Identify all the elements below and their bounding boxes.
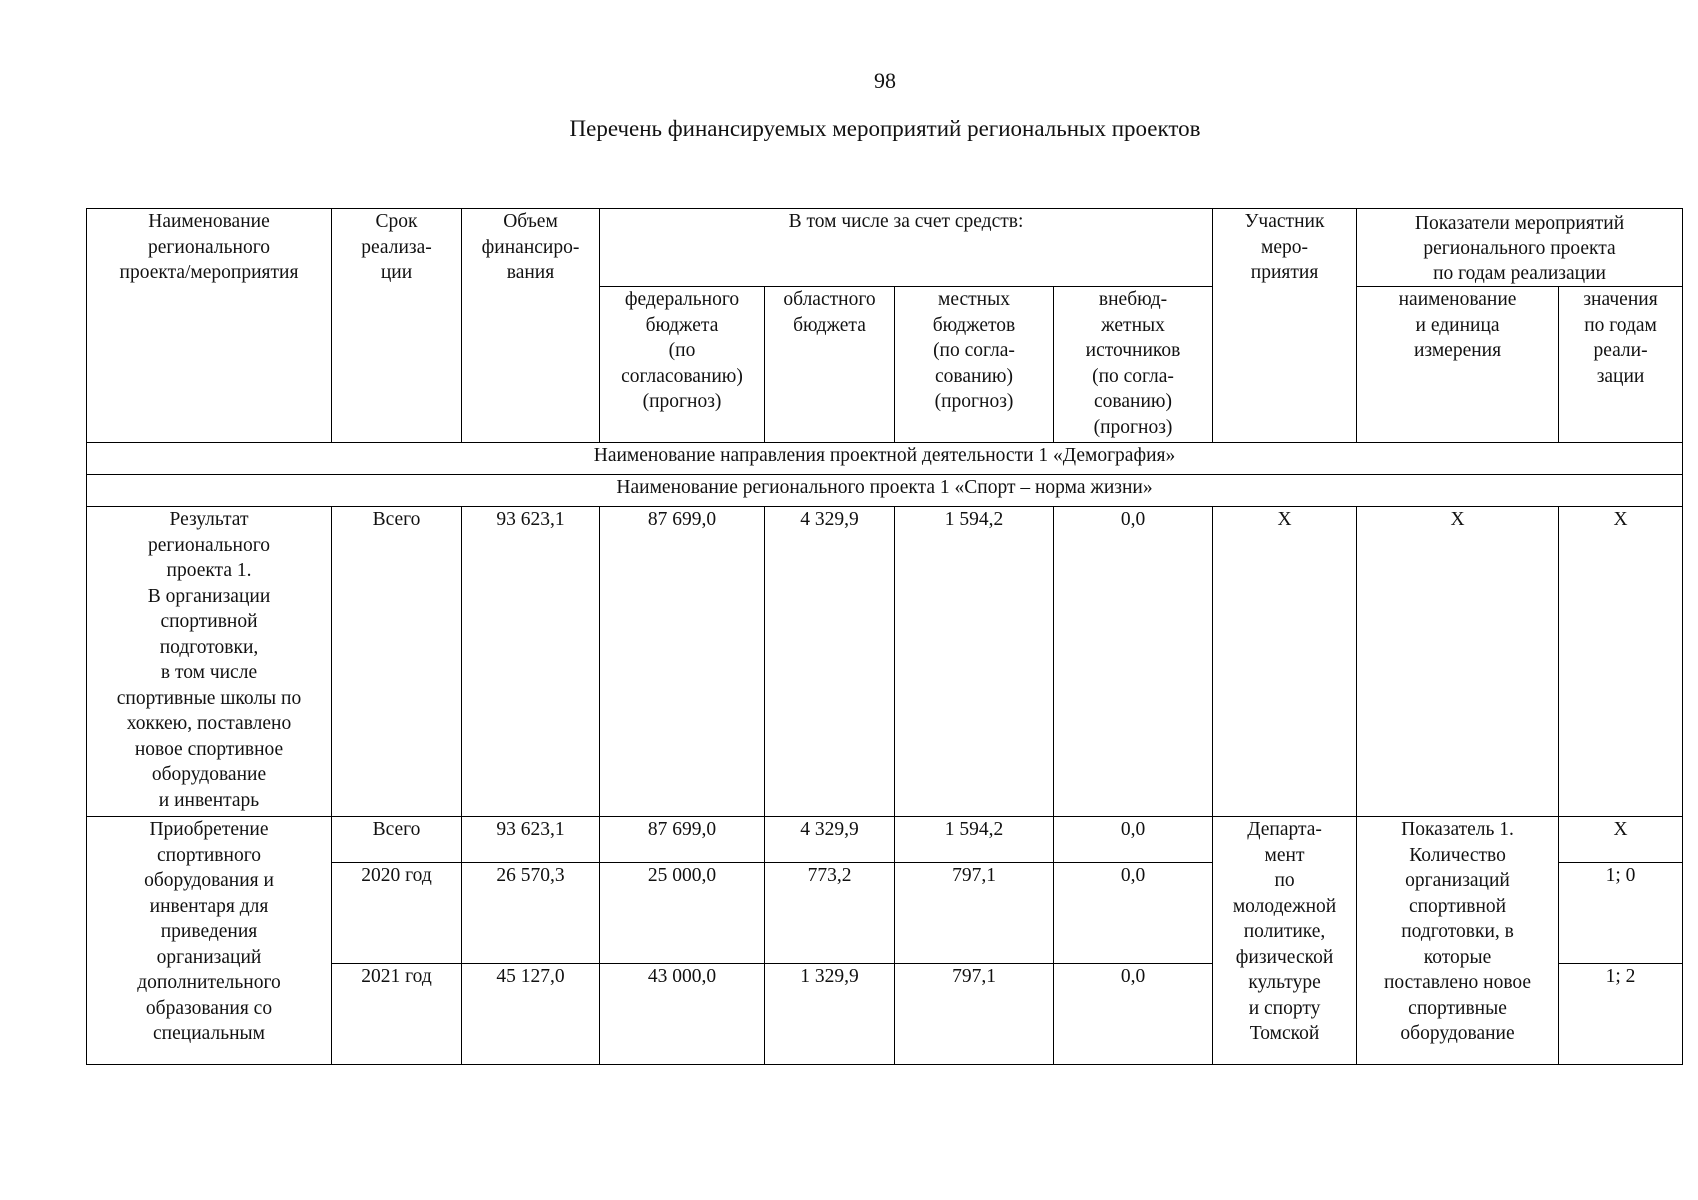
- result-federal: 87 699,0: [600, 507, 765, 817]
- measure-ind-values: 1; 2: [1559, 964, 1683, 1065]
- header-volume: Объем финансиро- вания: [462, 209, 600, 443]
- measure-term: Всего: [332, 817, 462, 863]
- result-ind-name: X: [1357, 507, 1559, 817]
- measure-local: 1 594,2: [895, 817, 1054, 863]
- measure-offbudget: 0,0: [1054, 964, 1213, 1065]
- measure-name: Приобретение спортивного оборудования и инвентаря для приведения организаций дополнительного образования со специальным: [87, 817, 332, 1065]
- page-number: 98: [874, 68, 896, 93]
- measure-ind-values: X: [1559, 817, 1683, 863]
- projects-table: [86, 208, 1683, 1065]
- header-ind-name: наименование и единица измерения: [1357, 287, 1559, 443]
- result-local: 1 594,2: [895, 507, 1054, 817]
- result-ind-values: X: [1559, 507, 1683, 817]
- measure-volume: 93 623,1: [462, 817, 600, 863]
- result-regional: 4 329,9: [765, 507, 895, 817]
- measure-indicator: Показатель 1. Количество организаций спортивной подготовки, в которые поставлено новое спортивные оборудование: [1357, 817, 1559, 1065]
- document-title: Перечень финансируемых мероприятий региональных проектов: [569, 116, 1201, 141]
- header-participant: Участник меро- приятия: [1213, 209, 1357, 443]
- measure-offbudget: 0,0: [1054, 817, 1213, 863]
- measure-volume: 26 570,3: [462, 863, 600, 964]
- measure-regional: 773,2: [765, 863, 895, 964]
- result-offbudget: 0,0: [1054, 507, 1213, 817]
- direction-title: Наименование направления проектной деятельности 1 «Демография»: [87, 443, 1683, 475]
- header-offbudget: внебюд- жетных источников (по согла- сованию) (прогноз): [1054, 287, 1213, 443]
- header-term: Срок реализа- ции: [332, 209, 462, 443]
- measure-participant: Департа- мент по молодежной политике, физической культуре и спорту Томской: [1213, 817, 1357, 1065]
- header-ind-values: значения по годам реали- зации: [1559, 287, 1683, 443]
- result-volume: 93 623,1: [462, 507, 600, 817]
- result-row: [87, 507, 1683, 817]
- result-name: Результат регионального проекта 1. В организации спортивной подготовки, в том числе спортивные школы по хоккею, поставлено новое спортивное оборудование и инвентарь: [87, 507, 332, 817]
- measure-local: 797,1: [895, 863, 1054, 964]
- measure-federal: 87 699,0: [600, 817, 765, 863]
- measure-term: 2021 год: [332, 964, 462, 1065]
- project-row: [87, 475, 1683, 507]
- measure-offbudget: 0,0: [1054, 863, 1213, 964]
- measure-volume: 45 127,0: [462, 964, 600, 1065]
- measure-ind-values: 1; 0: [1559, 863, 1683, 964]
- header-incl: В том числе за счет средств:: [600, 209, 1213, 287]
- measure-term: 2020 год: [332, 863, 462, 964]
- measure-local: 797,1: [895, 964, 1054, 1065]
- measure-regional: 4 329,9: [765, 817, 895, 863]
- header-federal: федерального бюджета (по согласованию) (прогноз): [600, 287, 765, 443]
- header-indicators: Показатели мероприятий регионального проекта по годам реализации: [1357, 209, 1683, 287]
- header-local: местных бюджетов (по согла- сованию) (прогноз): [895, 287, 1054, 443]
- measure-federal: 25 000,0: [600, 863, 765, 964]
- result-participant: X: [1213, 507, 1357, 817]
- header-row-1: [87, 209, 1683, 287]
- header-name: Наименование регионального проекта/мероприятия: [87, 209, 332, 443]
- direction-row: [87, 443, 1683, 475]
- result-term: Всего: [332, 507, 462, 817]
- measure-row-total: [87, 817, 1683, 863]
- header-regional: областного бюджета: [765, 287, 895, 443]
- project-title: Наименование регионального проекта 1 «Спорт – норма жизни»: [87, 475, 1683, 507]
- measure-federal: 43 000,0: [600, 964, 765, 1065]
- measure-regional: 1 329,9: [765, 964, 895, 1065]
